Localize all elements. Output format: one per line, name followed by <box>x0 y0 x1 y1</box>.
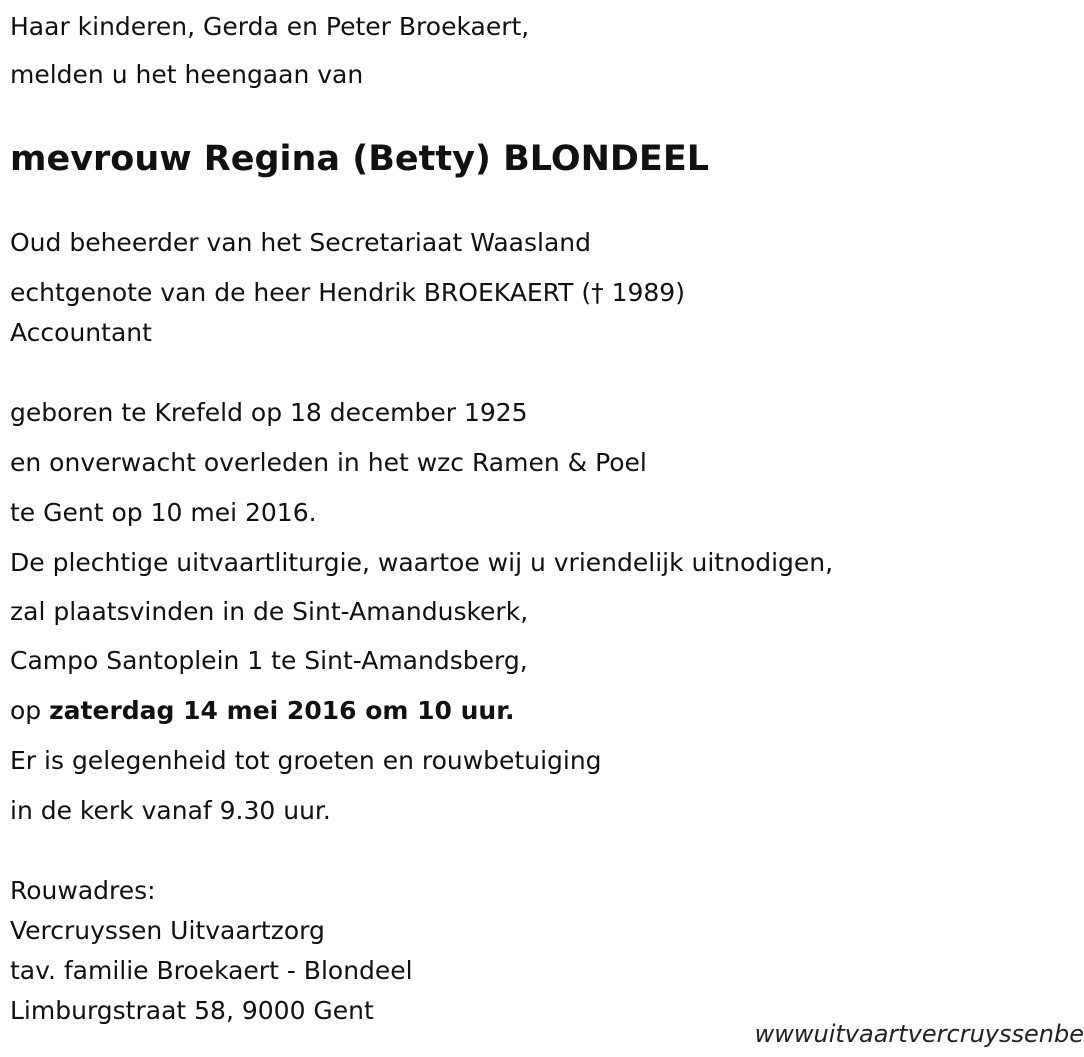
website-url: wwwuitvaartvercruyssenbe <box>754 1020 1084 1048</box>
greeting-line-2: in de kerk vanaf 9.30 uur. <box>10 796 331 825</box>
address-line-1: Vercruyssen Uitvaartzorg <box>10 916 325 945</box>
funeral-date-line <box>10 696 514 726</box>
liturgy-line-2: zal plaatsvinden in de Sint-Amanduskerk, <box>10 597 529 626</box>
bio-line-1: Oud beheerder van het Secretariaat Waasland <box>10 228 591 257</box>
intro-line-1: Haar kinderen, Gerda en Peter Broekaert, <box>10 12 530 41</box>
address-line-3: Limburgstraat 58, 9000 Gent <box>10 996 374 1025</box>
birth-line: geboren te Krefeld op 18 december 1925 <box>10 398 528 427</box>
greeting-line-1: Er is gelegenheid tot groeten en rouwbetuiging <box>10 746 602 775</box>
bio-line-3: Accountant <box>10 318 152 347</box>
deceased-name: mevrouw Regina (Betty) BLONDEEL <box>10 139 710 179</box>
funeral-date: zaterdag 14 mei 2016 om 10 uur. <box>49 696 515 725</box>
liturgy-line-3: Campo Santoplein 1 te Sint-Amandsberg, <box>10 646 528 675</box>
funeral-date-prefix: op <box>10 696 42 725</box>
address-line-2: tav. familie Broekaert - Blondeel <box>10 956 413 985</box>
liturgy-line-1: De plechtige uitvaartliturgie, waartoe wij u vriendelijk uitnodigen, <box>10 548 834 577</box>
intro-line-2: melden u het heengaan van <box>10 60 364 89</box>
address-label: Rouwadres: <box>10 876 156 905</box>
bio-line-2: echtgenote van de heer Hendrik BROEKAERT († 1989) <box>10 278 685 307</box>
death-line-2: te Gent op 10 mei 2016. <box>10 498 317 527</box>
death-line-1: en onverwacht overleden in het wzc Ramen & Poel <box>10 448 647 477</box>
